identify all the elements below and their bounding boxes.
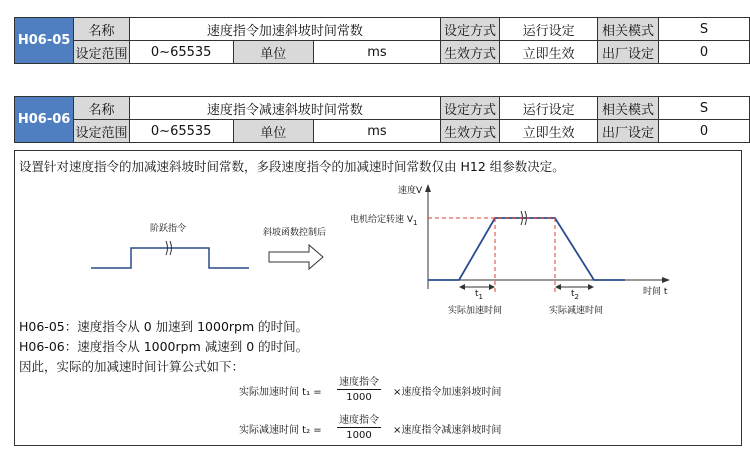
x-axis-arrow-icon xyxy=(662,277,670,283)
default-value: 0 xyxy=(658,120,749,143)
t2-arrow-left-icon xyxy=(555,284,561,290)
formula-accel-lhs: 实际加速时间 t₁ = xyxy=(239,387,322,398)
mode-value: S xyxy=(658,18,749,41)
name-value: 速度指令加速斜坡时间常数 xyxy=(129,18,440,41)
t2-text: t xyxy=(571,289,575,299)
ramp-curve xyxy=(428,218,625,280)
formula-decel-numerator: 速度指令 xyxy=(337,411,381,428)
set-method-label: 设定方式 xyxy=(440,97,499,120)
formula-accel-denominator: 1000 xyxy=(346,392,372,403)
default-value: 0 xyxy=(658,41,749,64)
t1-arrow-left-icon xyxy=(459,284,465,290)
description-text: 设置针对速度指令的加减速斜坡时间常数，多段速度指令的加减速时间常数仅由 H12 组参数决定。 xyxy=(19,159,565,174)
formula-accel-numerator: 速度指令 xyxy=(337,373,381,390)
name-label: 名称 xyxy=(74,97,130,120)
name-value: 速度指令减速斜坡时间常数 xyxy=(129,97,440,120)
t1-sub: 1 xyxy=(478,292,483,301)
set-method-label: 设定方式 xyxy=(440,18,499,41)
mode-label: 相关模式 xyxy=(598,97,659,120)
note-formula-intro: 因此，实际的加减速时间计算公式如下： xyxy=(19,359,245,374)
hollow-arrow-icon xyxy=(269,245,323,269)
t1-label xyxy=(475,289,483,301)
unit-label: 单位 xyxy=(233,41,313,64)
default-label: 出厂设定 xyxy=(598,120,659,143)
target-speed-label xyxy=(350,212,418,227)
t2-arrow-right-icon xyxy=(588,284,594,290)
effect-value: 立即生效 xyxy=(500,41,598,64)
effect-value: 立即生效 xyxy=(500,120,598,143)
note-h06-05: H06-05：速度指令从 0 加速到 1000rpm 的时间。 xyxy=(19,319,309,334)
param-table-h06-06 xyxy=(14,96,750,143)
description-box xyxy=(14,150,742,446)
set-method-value: 运行设定 xyxy=(500,18,598,41)
formula-decel-lhs: 实际减速时间 t₂ = xyxy=(239,425,322,436)
note-h06-06: H06-06：速度指令从 1000rpm 减速到 0 的时间。 xyxy=(19,339,309,354)
set-method-value: 运行设定 xyxy=(500,97,598,120)
param-code: H06-05 xyxy=(15,18,74,64)
default-label: 出厂设定 xyxy=(598,41,659,64)
param-table-h06-05 xyxy=(14,17,750,64)
range-label: 设定范围 xyxy=(74,120,130,143)
unit-value: ms xyxy=(313,120,440,143)
t1-arrow-right-icon xyxy=(489,284,495,290)
formula-accel-fraction xyxy=(337,373,381,403)
accel-caption: 实际加速时间 xyxy=(448,306,503,316)
unit-label: 单位 xyxy=(233,120,313,143)
effect-label: 生效方式 xyxy=(440,120,499,143)
x-axis-label: 时间 t xyxy=(643,287,668,297)
range-value: 0~65535 xyxy=(129,41,233,64)
unit-value: ms xyxy=(313,41,440,64)
formula-decel-rhs: ×速度指令减速斜坡时间 xyxy=(393,425,502,436)
effect-label: 生效方式 xyxy=(440,41,499,64)
mode-label: 相关模式 xyxy=(598,18,659,41)
range-value: 0~65535 xyxy=(129,120,233,143)
target-speed-sub: 1 xyxy=(413,218,418,227)
y-axis-arrow-icon xyxy=(425,184,431,192)
range-label: 设定范围 xyxy=(74,41,130,64)
param-code: H06-06 xyxy=(15,97,74,143)
step-command-label: 阶跃指令 xyxy=(150,224,187,234)
mode-value: S xyxy=(658,97,749,120)
name-label: 名称 xyxy=(74,18,130,41)
t2-label xyxy=(571,289,579,301)
arrow-label: 斜坡函数控制后 xyxy=(263,228,327,238)
t2-sub: 2 xyxy=(574,292,579,301)
y-axis-label: 速度V xyxy=(398,186,423,196)
step-command-line xyxy=(91,248,249,268)
formula-accel-rhs: ×速度指令加速斜坡时间 xyxy=(393,387,502,398)
decel-caption: 实际减速时间 xyxy=(549,306,604,316)
formula-decel-denominator: 1000 xyxy=(346,430,372,441)
t1-text: t xyxy=(475,289,479,299)
target-speed-text: 电机给定转速 V xyxy=(350,215,414,225)
formula-decel-fraction xyxy=(337,411,381,441)
